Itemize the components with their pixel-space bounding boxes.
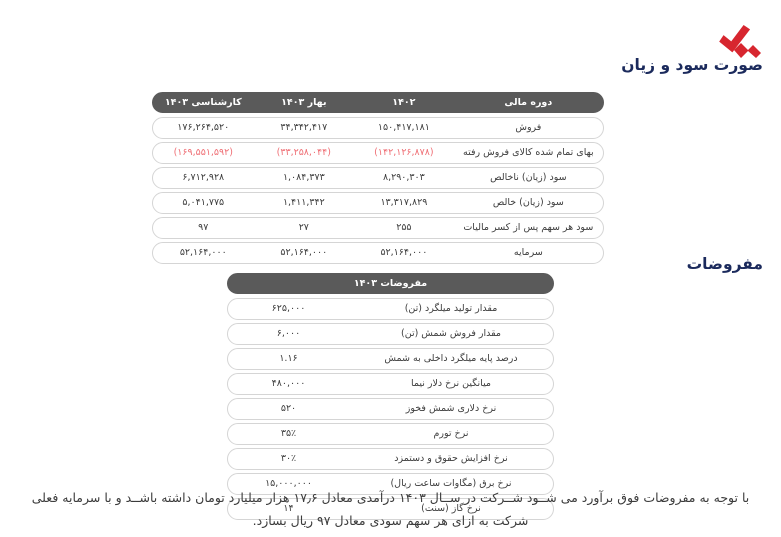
assumption-label: نرخ دلاری شمش فخوز (405, 403, 497, 414)
summary-line-2: شرکت به ازای هر سهم سودی معادل ۹۷ ریال بسازد. (252, 513, 529, 528)
assumption-label: مقدار فروش شمش (تن) (401, 328, 501, 339)
profit-loss-heading: صورت سود و زیان (621, 56, 763, 74)
cell-1402: ۵۲,۱۶۴,۰۰۰ (380, 247, 428, 258)
table-row (152, 117, 604, 139)
cell-1402: (۱۴۲,۱۲۶,۸۷۸) (374, 147, 434, 158)
list-item (227, 398, 554, 420)
assumption-label: نرخ برق (مگاوات ساعت ریال) (390, 478, 512, 489)
cell-spring-1403: (۳۳,۲۵۸,۰۴۴) (276, 147, 331, 158)
assumption-value: ۶,۰۰۰ (276, 328, 301, 339)
list-item (227, 448, 554, 470)
list-item (227, 373, 554, 395)
column-header-period: دوره مالی (504, 96, 553, 108)
cell-estimate-1403: ۶,۷۱۲,۹۲۸ (182, 172, 225, 183)
assumption-label: نرخ گاز (سنت) (421, 503, 481, 514)
assumption-value: ۳۰٪ (280, 453, 297, 464)
cell-estimate-1403: ۵۲,۱۶۴,۰۰۰ (179, 247, 227, 258)
list-item (227, 423, 554, 445)
cell-estimate-1403: ۵,۰۴۱,۷۷۵ (182, 197, 225, 208)
cell-spring-1403: ۵۲,۱۶۴,۰۰۰ (280, 247, 328, 258)
cell-spring-1403: ۱,۰۸۴,۳۷۳ (282, 172, 325, 183)
assumption-value: ۳۵٪ (280, 428, 297, 439)
assumptions-heading: مفروضات (686, 255, 763, 273)
list-item (227, 348, 554, 370)
cell-1402: ۲۵۵ (396, 222, 412, 233)
assumption-value: ۱.۱۶ (279, 353, 298, 364)
row-label: فروش (515, 122, 542, 133)
cell-1402: ۱۵۰,۴۱۷,۱۸۱ (377, 122, 430, 133)
cell-spring-1403: ۳۴,۳۴۲,۴۱۷ (280, 122, 328, 133)
cell-spring-1403: ۱,۴۱۱,۳۴۲ (282, 197, 325, 208)
profit-loss-table (152, 92, 604, 267)
cell-estimate-1403: (۱۶۹,۵۵۱,۵۹۲) (173, 147, 233, 158)
table-row (152, 192, 604, 214)
assumption-value: ۱۵,۰۰۰,۰۰۰ (265, 478, 312, 489)
row-label: بهای تمام شده کالای فروش رفته (463, 147, 594, 158)
row-label: سود هر سهم پس از کسر مالیات (463, 222, 594, 233)
assumption-value: ۱۴ (283, 503, 294, 514)
row-label: سرمایه (513, 247, 543, 258)
assumption-value: ۴۸۰,۰۰۰ (271, 378, 306, 389)
table-row (152, 142, 604, 164)
column-header-spring-1403: بهار ۱۴۰۳ (281, 96, 327, 108)
summary-line-1: با توجه به مفروضات فوق برآورد می شــود شــرکت در ســال ۱۴۰۳ درآمدی معادل ۱۷٫۶ هزار میلیارد تومان داشته باشــد و با سرمایه فعلی (31, 490, 750, 505)
cell-estimate-1403: ۹۷ (198, 222, 209, 233)
cell-estimate-1403: ۱۷۶,۲۶۴,۵۲۰ (177, 122, 230, 133)
assumption-label: نرخ افزایش حقوق و دستمزد (394, 453, 508, 464)
summary-paragraph (22, 486, 759, 532)
assumption-label: درصد پایه میلگرد داخلی به شمش (384, 353, 518, 364)
row-label: سود (زیان) ناخالص (490, 172, 567, 183)
assumption-label: مقدار تولید میلگرد (تن) (404, 303, 498, 314)
column-header-1402: ۱۴۰۲ (392, 96, 416, 108)
list-item (227, 323, 554, 345)
table-row (152, 167, 604, 189)
cell-1402: ۱۳,۳۱۷,۸۲۹ (380, 197, 428, 208)
assumption-value: ۵۲۰ (280, 403, 297, 414)
row-label: سود (زیان) خالص (492, 197, 564, 208)
table-header-row (152, 92, 604, 113)
assumption-label: میانگین نرخ دلار نیما (410, 378, 492, 389)
cell-1402: ۸,۲۹۰,۳۰۳ (382, 172, 425, 183)
assumption-value: ۶۲۵,۰۰۰ (271, 303, 306, 314)
column-header-estimate-1403: کارشناسی ۱۴۰۳ (164, 96, 242, 108)
table-row (152, 242, 604, 264)
assumptions-table-title: مفروضات ۱۴۰۳ (353, 277, 428, 289)
list-item (227, 298, 554, 320)
assumptions-table-title-row (227, 273, 554, 294)
assumption-label: نرخ تورم (433, 428, 469, 439)
table-row (152, 217, 604, 239)
cell-spring-1403: ۲۷ (298, 222, 309, 233)
